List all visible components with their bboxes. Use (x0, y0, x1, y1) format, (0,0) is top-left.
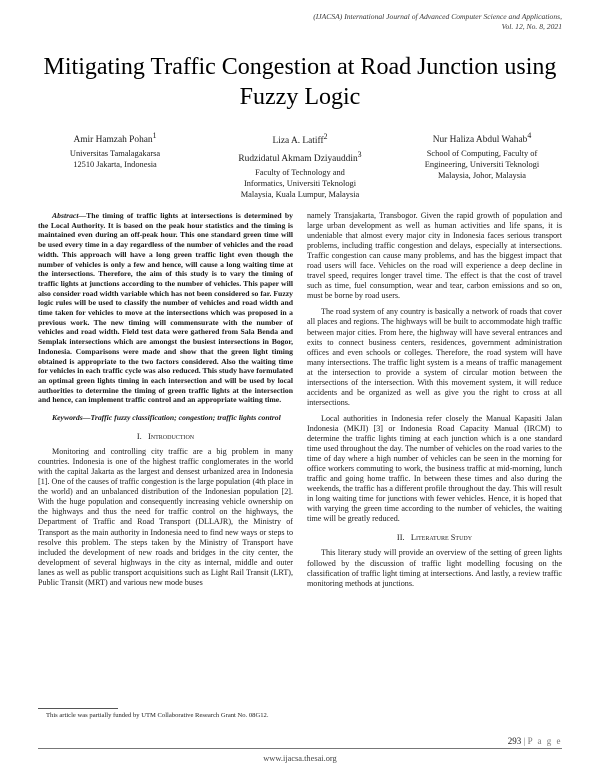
journal-header (142, 12, 562, 32)
abstract (38, 211, 293, 405)
paper-title: Mitigating Traffic Congestion at Road Junction using Fuzzy Logic (43, 54, 557, 110)
keywords: Keywords—Traffic fuzzy classification; congestion; traffic lights control (52, 413, 281, 423)
author-affiliation: Informatics, Universiti Teknologi (243, 179, 357, 189)
author-block-3 (402, 130, 562, 181)
paragraph: namely Transjakarta, Transbogor. Given the rapid growth of population and large urban development as well as human activities and life spans, it is undeniable that almost every major city in Indonesia faces serious transport problems, including traffic congestion and delays, especially at intersections. Traffic congestion can cause many problems, and has the biggest impact that road users will face. Vehicles on the road will experience a deep decline in travel speed, requires longer travel time. The effect is that the cost of travel such as time, fuel consumption, wear and tear, carbon emissions and so on, must be borne by road users. (307, 211, 562, 301)
journal-header-line2: Vol. 12, No. 8, 2021 (501, 22, 562, 31)
paragraph: The road system of any country is basically a network of roads that cover all places and regions. The highways will be built to accommodate high traffic between major cities. From here, the highway will have several entrances and exits to connect business centers, residences, government administration offices and even schools or colleges. Therefore, the road system will have many intersections. The traffic light system is a means of traffic management at the intersection to provide a system of circular motion between the intersections of the intersection. With this movement system, it will reduce accidents and be organized as well as give you the right to cross at all intersections. (307, 307, 562, 407)
author-affiliation: Malaysia, Johor, Malaysia (437, 171, 527, 181)
author-block-1 (40, 130, 190, 170)
left-column (38, 211, 293, 588)
footnote-divider (38, 708, 118, 709)
abstract-label: Abstract— (52, 211, 87, 220)
author-name: Liza A. Latiff$^2$ (272, 132, 328, 147)
section-heading-literature: II. Literature Study (396, 533, 473, 543)
author-affiliation: Malaysia, Kuala Lumpur, Malaysia (240, 190, 360, 200)
author-affiliation: School of Computing, Faculty of (426, 149, 538, 159)
author-affiliation: Engineering, Universiti Teknologi (424, 160, 540, 170)
author-name: Nur Haliza Abdul Wahab$^4$ (432, 131, 532, 146)
footnote: This article was partially funded by UTM Collaborative Research Grant No. 08G12. (46, 712, 269, 719)
journal-header-line1: (IJACSA) International Journal of Advanced Computer Science and Applications, (313, 12, 562, 21)
author-name: Rudzidatul Akmam Dziyauddin$^3$ (238, 150, 362, 165)
paragraph: This literary study will provide an overview of the setting of green lights followed by the discussion of traffic light modelling focusing on the classification of traffic light timing at intersections. And lastly, a review traffic monitoring methods at junctions. (307, 548, 562, 588)
section-heading-introduction: I. Introduction (136, 432, 195, 442)
journal-website: www.ijacsa.thesai.org (263, 754, 337, 763)
page-number: 293 | P a g e (507, 736, 562, 746)
author-block-2 (216, 131, 384, 200)
right-column (307, 211, 562, 589)
footer-divider (38, 748, 562, 749)
author-name: Amir Hamzah Pohan$^1$ (73, 131, 157, 146)
paragraph: Monitoring and controlling city traffic are a big problem in many countries. Indonesia is one of the highest traffic conglomerates in the world with the capital Jakarta as the largest and densest urbanized area in Indonesia [1]. One of the causes of traffic congestion is the large population (4th place in the world) and an unbalanced distribution of the Indonesian population [2]. With the huge population and consequently increasing vehicle ownership on the highways and thus the need for traffic control on the highways, the Department of Traffic and Road Transport (DLLAJR), the Ministry of Transport as the main authority in Indonesia need to find new ways or steps to resolve this problem. The steps taken by the Ministry of Transport have included the development of new roads and bridges in the city center, the development of several highways in the city as internal, middle and outer lanes as well as public transport acquisitions such as Light Rail Transit (LRT), Public Transit (MRT) and various new mode buses (38, 447, 293, 587)
author-affiliation: Faculty of Technology and (255, 168, 345, 178)
paragraph: Local authorities in Indonesia refer closely the Manual Kapasiti Jalan Indonesia (MKJI) [3] or Indonesia Road Capacity Manual (IRCM) to determine the traffic lights timing at each junction which is a one standard time used throughout the day. The number of vehicles on the road varies to the time of day where a high number of vehicles can be seen in the morning for office workers commuting to work, the business traffic at mid-morning, lunch traffic and going home traffic. In between these times and also during the weekends, the traffic has a different profile throughout the day. This will result in long waiting time for junctions with fewer vehicles. Hence, it is hoped that with varying the green time according to the number of vehicles, the waiting time will be greatly reduced. (307, 413, 562, 524)
abstract-text: The timing of traffic lights at intersections is determined by the Local Authority. It is based on the peak hour statistics and the timing is maintained even during an off-peak hour. This one standard green time will be used every time in a day regardless of the number of vehicles and the road width. This approach will have a long green traffic light even though the number of vehicles is only a few and hence, will cause a long waiting time at the intersections. Therefore, the aim of this study is to vary the timing of traffic lights at junctions according to the number of vehicles. This paper will also consider road width variable which has not been considered so far. Fuzzy logic rules will be used to classify the number of vehicles and road width and time taken for vehicles to move at the intersections which was proposed in a previous work. The new timing will commensurate with the number of vehicles and road width. Field test data were gathered from Sala Benda and Semplak intersections which are amongst the busiest intersections in Bogor, Indonesia. Comparisons were made and show that the green light timing obtained is appropriate to the two factors considered. Also the waiting time for vehicles in each traffic cycle was also reduced. This study have formulated an optimal green lights timing in each intersection and will be used by local authorities to determine the timing of green traffic lights at the intersection and hence, can implement traffic control and an appropriate waiting time. (38, 211, 293, 405)
author-affiliation: Universitas Tamalagakarsa (69, 149, 161, 159)
author-affiliation: 12510 Jakarta, Indonesia (73, 160, 157, 170)
